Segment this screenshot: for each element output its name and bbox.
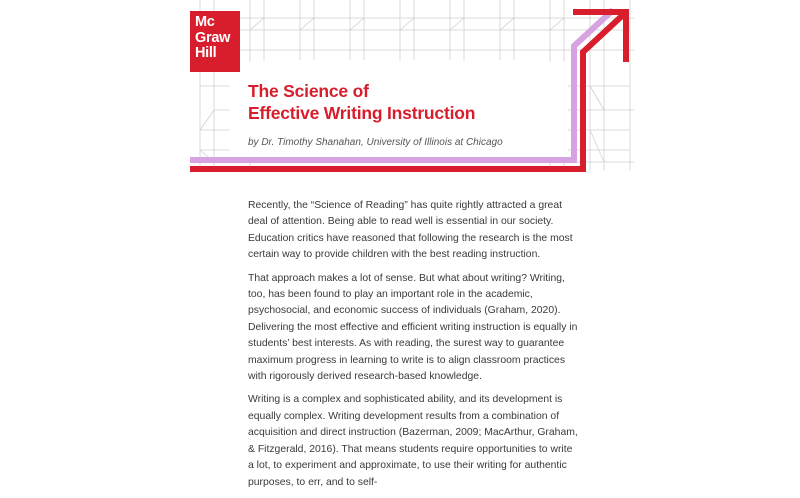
logo-line-2: Graw [195, 29, 231, 46]
paragraph-2: That approach makes a lot of sense. But what about writing? Writing, too, has been found to play an important role in the academic, psychosocial, and economic success of individuals (Graham, 2020). Delivering the most effective and efficient writing instruction is equally in students’ best interests. As with reading, the surest way to guarantee maximum progress in learning to write is to align classroom practices with rigorously derived research-based knowledge. [248, 272, 578, 383]
logo-line-3: Hill [195, 45, 217, 61]
document-title [248, 80, 475, 124]
title-line-2: Effective Writing Instruction [248, 103, 476, 123]
mcgraw-hill-logo [190, 11, 240, 72]
paragraph-1: Recently, the “Science of Reading” has quite rightly attracted a great deal of attention. Being able to read well is essential in our society. Education critics have reasoned that following the research is the most certain way to provide children with the best reading instruction. [248, 200, 573, 261]
logo-line-1: Mc [195, 14, 215, 30]
article-body [248, 198, 580, 498]
paragraph-3: Writing is a complex and sophisticated ability, and its development is equally complex. Writing development results from a combination of acquisition and direct instruction (Bazerman, 2009; MacArthur, Graham, & Fitzgerald, 2016). That means students require opportunities to write a lot, to experiment and approximate, to use their writing for authentic purposes, to err, and to self- [248, 394, 578, 488]
title-line-1: The Science of [248, 81, 369, 101]
author-byline: by Dr. Timothy Shanahan, University of Illinois at Chicago [248, 137, 503, 148]
